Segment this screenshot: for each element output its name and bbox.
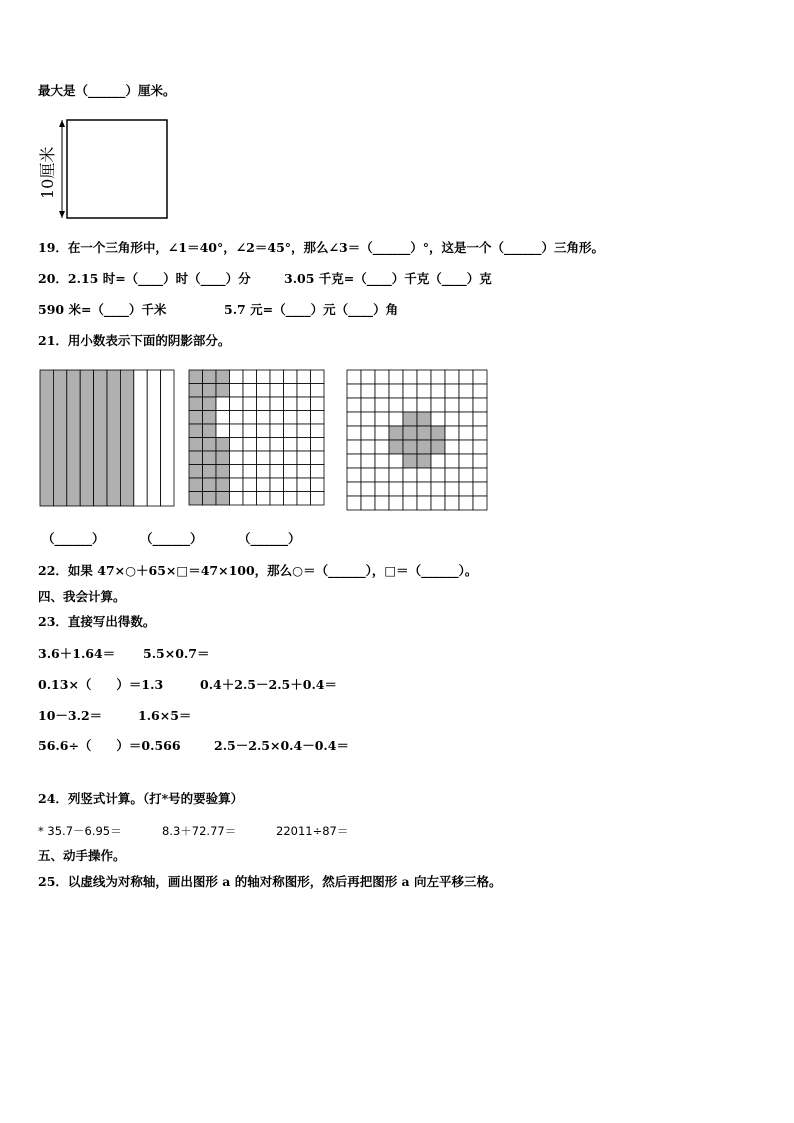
grid2-cell [270,424,284,438]
grid2-cell [270,438,284,452]
grid2-cell [311,370,325,384]
grid2-cell [311,451,325,465]
grid3-cell [347,440,361,454]
grid-hundred-cross [346,369,488,511]
grid2-cell [297,424,311,438]
grid3-cell [361,454,375,468]
grid2-cell [297,370,311,384]
grid2-cell [257,424,271,438]
grid3-cell [389,370,403,384]
grid3-cell [347,384,361,398]
grid3-cell [431,482,445,496]
grid2-cell [257,397,271,411]
grid3-cell [389,468,403,482]
grid3-cell [403,468,417,482]
grid3-cell [389,426,403,440]
grid3-cell [403,454,417,468]
grid2-cell [216,370,230,384]
grid2-cell [243,451,257,465]
grid3-cell [445,482,459,496]
calc-2b: 0.4＋2.5－2.5＋0.4＝ [200,677,337,692]
grid3-cell [473,454,487,468]
grid2-cell [243,397,257,411]
grid2-cell [203,478,217,492]
grid3-cell [459,440,473,454]
grid3-cell [403,482,417,496]
grid3-cell [375,384,389,398]
grid2-cell [230,465,244,479]
grid3-cell [389,496,403,510]
q20-length: 590 米=（____）千米 [38,302,167,317]
grid2-cell [216,397,230,411]
grid3-cell [459,370,473,384]
grid1-strip [134,370,147,506]
q24-item-3: 22011÷87＝ [276,824,349,838]
grid3-cell [445,454,459,468]
grid3-cell [347,496,361,510]
grid3-cell [361,370,375,384]
grid3-cell [459,468,473,482]
grid3-cell [431,468,445,482]
grid2-cell [216,411,230,425]
grid3-cell [459,482,473,496]
q21-blank-1: （______） [42,531,105,546]
grid2-cell [230,451,244,465]
grid1-strip [147,370,160,506]
grid2-cell [243,478,257,492]
grid2-cell [203,424,217,438]
grid3-cell [417,398,431,412]
grid2-cell [297,492,311,506]
section-four-heading: 四、我会计算。 [38,589,126,604]
grid3-cell [389,384,403,398]
section-five-heading: 五、动手操作。 [38,848,126,863]
grid2-cell [216,438,230,452]
grid3-cell [375,398,389,412]
grid2-cell [284,397,298,411]
q25-text: 25．以虚线为对称轴，画出图形 a 的轴对称图形，然后再把图形 a 向左平移三格。 [38,874,502,889]
grid3-cell [473,468,487,482]
grid2-cell [189,438,203,452]
grid2-cell [203,492,217,506]
grid2-cell [189,492,203,506]
grid3-cell [361,426,375,440]
grid3-cell [347,398,361,412]
grid3-cell [459,454,473,468]
grid2-cell [257,411,271,425]
grid2-cell [243,384,257,398]
grid3-cell [473,440,487,454]
grid2-cell [284,384,298,398]
grid3-cell [417,496,431,510]
grid2-cell [284,451,298,465]
grid3-cell [459,384,473,398]
grid2-cell [230,411,244,425]
grid2-cell [311,492,325,506]
grid2-cell [270,397,284,411]
grid3-cell [473,426,487,440]
grid3-cell [403,426,417,440]
grid3-cell [431,496,445,510]
grid3-cell [347,370,361,384]
grid3-cell [417,454,431,468]
grid3-cell [445,426,459,440]
grid2-cell [270,411,284,425]
grid2-cell [297,478,311,492]
grid3-cell [361,482,375,496]
grid2-cell [284,465,298,479]
grid3-cell [431,412,445,426]
grid2-cell [311,438,325,452]
q22-text: 22．如果 47×○＋65×□＝47×100，那么○＝（______），□＝（______）。 [38,563,478,578]
grid3-cell [389,440,403,454]
grid1-strip [94,370,107,506]
q21-blank-2: （______） [140,531,203,546]
calc-4b: 2.5－2.5×0.4－0.4＝ [214,738,349,753]
grid2-cell [243,465,257,479]
grid2-cell [257,492,271,506]
grid2-cell [311,411,325,425]
grid2-cell [230,478,244,492]
grid2-cell [270,451,284,465]
grid3-cell [389,412,403,426]
grid2-cell [216,424,230,438]
grid3-cell [473,384,487,398]
q20-money: 5.7 元=（____）元（____）角 [224,302,399,317]
grid3-cell [347,412,361,426]
grid2-cell [230,424,244,438]
calc-1b: 5.5×0.7＝ [143,646,210,661]
grid2-cell [297,411,311,425]
grid2-cell [284,424,298,438]
grid2-cell [270,384,284,398]
q24-text: 24．列竖式计算。（打*号的要验算） [38,791,244,806]
grid2-cell [270,370,284,384]
grid3-cell [417,440,431,454]
grid2-cell [297,397,311,411]
grid3-cell [473,412,487,426]
grid3-cell [473,482,487,496]
grid2-cell [230,384,244,398]
grid3-cell [375,468,389,482]
grid2-cell [216,465,230,479]
grid3-cell [375,412,389,426]
grid3-cell [403,412,417,426]
grid2-cell [284,478,298,492]
grid3-cell [417,384,431,398]
grid3-cell [431,454,445,468]
grid3-cell [361,384,375,398]
grid2-cell [311,478,325,492]
grid3-cell [417,482,431,496]
grid3-cell [431,440,445,454]
calc-2a: 0.13×（ ）＝1.3 [38,677,164,692]
grid3-cell [445,398,459,412]
q24-item-2: 8.3＋72.77＝ [162,824,237,838]
grid3-cell [417,412,431,426]
grid3-cell [389,454,403,468]
grid2-cell [270,465,284,479]
calc-3b: 1.6×5＝ [138,708,192,723]
grid2-cell [189,397,203,411]
grid3-cell [347,468,361,482]
calc-1a: 3.6＋1.64＝ [38,646,116,661]
grid3-cell [375,496,389,510]
grid2-cell [189,411,203,425]
q20-weight: 3.05 千克=（____）千克（____）克 [284,271,492,286]
grid3-cell [361,440,375,454]
grid2-cell [230,370,244,384]
grid2-cell [257,384,271,398]
grid3-cell [445,384,459,398]
q20-time: 20．2.15 时=（____）时（____）分 [38,271,251,286]
grid1-strip [67,370,80,506]
grid2-cell [189,370,203,384]
grid3-cell [459,496,473,510]
q19-text: 19．在一个三角形中，∠1＝40°，∠2＝45°，那么∠3＝（______）°，这是一个（______）三角形。 [38,240,604,255]
grid2-cell [297,465,311,479]
grid2-cell [203,397,217,411]
grid2-cell [311,397,325,411]
grid3-cell [473,370,487,384]
grid2-cell [284,370,298,384]
grid2-cell [284,492,298,506]
grid3-cell [389,398,403,412]
grid3-cell [361,496,375,510]
grid2-cell [203,384,217,398]
grid3-cell [347,482,361,496]
grid1-strip [107,370,120,506]
grid3-cell [417,370,431,384]
grid2-cell [297,384,311,398]
grid1-strip [40,370,53,506]
calc-3a: 10－3.2＝ [38,708,103,723]
grid2-cell [243,424,257,438]
grid2-cell [189,424,203,438]
grid3-cell [375,426,389,440]
grid2-cell [216,478,230,492]
grid2-cell [230,397,244,411]
grid2-cell [189,465,203,479]
grid3-cell [361,398,375,412]
grid2-cell [284,411,298,425]
grid2-cell [257,370,271,384]
grid1-strip [80,370,93,506]
grid3-cell [417,468,431,482]
grid2-cell [257,438,271,452]
grid2-cell [230,438,244,452]
grid3-cell [459,412,473,426]
grid3-cell [403,440,417,454]
grid3-cell [445,412,459,426]
grid3-cell [431,426,445,440]
grid2-cell [297,438,311,452]
grid2-cell [284,438,298,452]
grid3-cell [403,370,417,384]
grid1-strip [53,370,66,506]
grid2-cell [203,411,217,425]
grid2-cell [270,478,284,492]
grid2-cell [257,478,271,492]
grid3-cell [375,440,389,454]
grid2-cell [311,465,325,479]
grid1-strip [120,370,133,506]
grid2-cell [311,424,325,438]
grid3-cell [445,496,459,510]
grid3-cell [375,370,389,384]
grid3-cell [403,398,417,412]
grid2-cell [230,492,244,506]
grid-hundred-left [188,369,326,507]
grid2-cell [189,451,203,465]
q21-blank-3: （______） [238,531,301,546]
grid3-cell [389,482,403,496]
grid2-cell [203,465,217,479]
grid2-cell [216,384,230,398]
grid2-cell [257,465,271,479]
grid3-cell [445,468,459,482]
q23-text: 23．直接写出得数。 [38,614,156,629]
grid2-cell [311,384,325,398]
grid3-cell [375,482,389,496]
grid2-cell [203,438,217,452]
grid3-cell [459,426,473,440]
q18-text: 最大是（______）厘米。 [38,83,176,98]
grid3-cell [431,398,445,412]
grid2-cell [189,384,203,398]
grid3-cell [473,398,487,412]
grid3-cell [431,384,445,398]
grid2-cell [243,492,257,506]
grid2-cell [203,370,217,384]
q24-item-1: * 35.7－6.95＝ [38,824,122,838]
grid2-cell [243,438,257,452]
grid3-cell [347,454,361,468]
grid1-strip [161,370,174,506]
grid-strips [39,369,175,507]
grid3-cell [473,496,487,510]
grid2-cell [243,370,257,384]
grid2-cell [243,411,257,425]
grid3-cell [347,426,361,440]
grid2-cell [270,492,284,506]
grid3-cell [417,426,431,440]
square-figure [40,112,172,224]
grid2-cell [297,451,311,465]
calc-4a: 56.6÷（ ）＝0.566 [38,738,181,753]
grid2-cell [216,492,230,506]
grid3-cell [431,370,445,384]
grid3-cell [459,398,473,412]
grid3-cell [361,468,375,482]
grid3-cell [403,384,417,398]
grid3-cell [445,440,459,454]
grid2-cell [257,451,271,465]
grid2-cell [189,478,203,492]
grid3-cell [445,370,459,384]
square-side-label: 10厘米 [38,146,57,199]
grid3-cell [403,496,417,510]
q21-text: 21．用小数表示下面的阴影部分。 [38,333,231,348]
grid2-cell [203,451,217,465]
grid3-cell [375,454,389,468]
grid3-cell [361,412,375,426]
grid2-cell [216,451,230,465]
